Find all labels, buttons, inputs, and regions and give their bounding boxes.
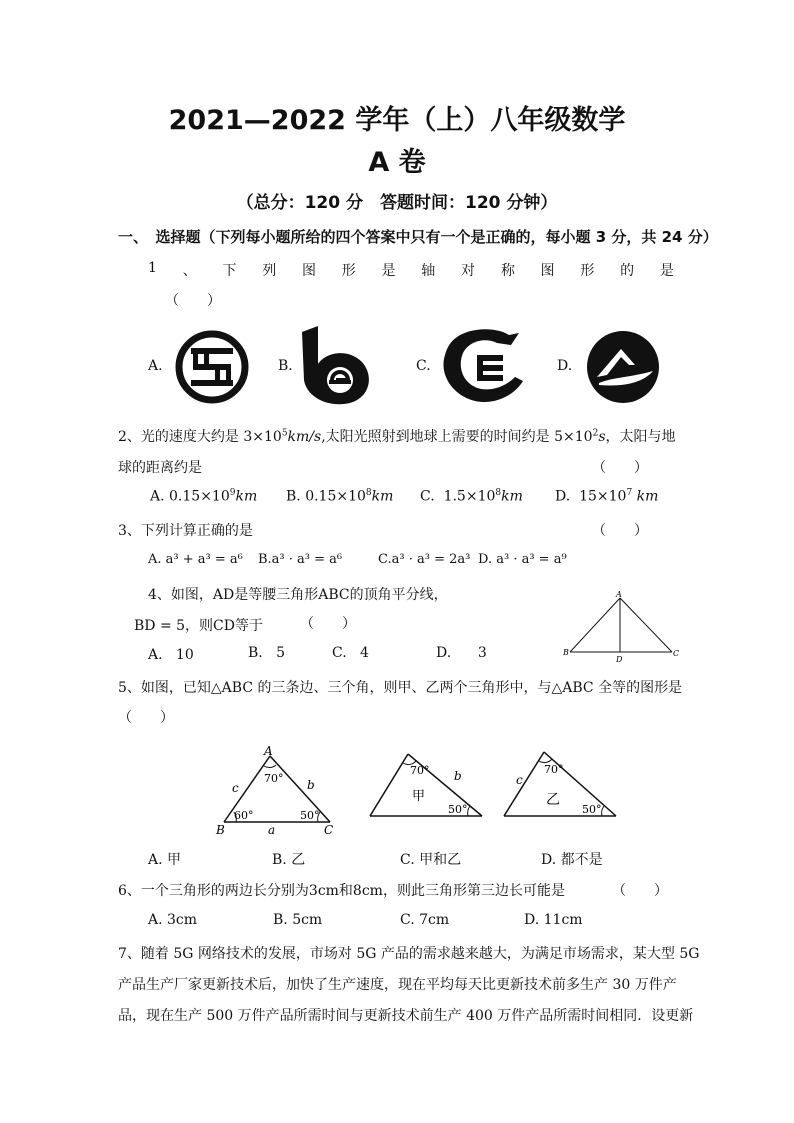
q5-option-b: B. 乙 xyxy=(272,852,306,868)
q4-option-a xyxy=(148,647,194,663)
q6-stem: 6、一个三角形的两边长分别为3cm和8cm，则此三角形第三边长可能是 xyxy=(118,883,565,899)
option-base: 15×10 xyxy=(579,488,627,505)
option-label: B. xyxy=(248,645,263,661)
q5-stem-line2: （ ） xyxy=(118,710,174,726)
label-side-a: a xyxy=(268,823,276,837)
q1-char: 的 xyxy=(620,263,635,279)
option-unit: km xyxy=(371,488,394,505)
q2-answer-paren: （ ） xyxy=(592,460,648,476)
option-label: C. xyxy=(420,488,435,505)
triangle-abc-figure xyxy=(212,744,342,838)
option-label: C. xyxy=(332,645,347,661)
label-c-vertex: C xyxy=(324,823,334,837)
triangle-yi-figure xyxy=(500,744,624,824)
q2-exp1: 5 xyxy=(281,428,288,439)
q5-option-a: A. 甲 xyxy=(148,852,182,868)
q4-stem-line2: BD = 5，则CD等于 xyxy=(134,618,263,634)
q1-char: 下 xyxy=(222,263,237,279)
triangle-name-yi: 乙 xyxy=(546,792,560,808)
angle-b-label: 60° xyxy=(234,809,254,822)
q3-answer-paren: （ ） xyxy=(592,523,648,539)
q6-option-d: D. 11cm xyxy=(524,912,583,928)
option-base: 0.15×10 xyxy=(169,488,230,505)
q1-char: 形 xyxy=(580,263,595,279)
q6-option-a: A. 3cm xyxy=(148,912,198,928)
page-title: 2021—2022 学年（上）八年级数学 xyxy=(168,105,626,136)
q1-stem xyxy=(148,260,674,280)
label-side-c: c xyxy=(516,773,523,787)
q1-option-b-label: B. xyxy=(278,358,293,374)
label-a-vertex: A xyxy=(264,744,273,758)
q1-char: 、 xyxy=(182,263,197,279)
logo-c-icon xyxy=(437,325,527,405)
q2-option-c xyxy=(420,488,523,505)
q4-stem-line1: 4、如图，AD是等腰三角形ABC的顶角平分线， xyxy=(148,587,448,603)
q1-option-c-label: C. xyxy=(416,358,431,374)
q4-option-b xyxy=(248,645,285,661)
angle-right-label: 50° xyxy=(448,803,468,816)
q7-stem-line3: 品，现在生产 500 万件产品所需时间与更新技术前生产 400 万件产品所需时间相同．设更新 xyxy=(118,1008,694,1024)
section-title: 一、 选择题（下列每小题所给的四个答案中只有一个是正确的，每小题 3 分，共 24 分） xyxy=(118,228,718,246)
label-side-b: b xyxy=(454,769,462,783)
option-unit: km xyxy=(501,488,523,505)
option-value: 4 xyxy=(360,645,369,661)
q1-char: 列 xyxy=(262,263,277,279)
q1-char: 是 xyxy=(381,263,396,279)
q3-option-b: B.a³ · a³ = a⁶ xyxy=(258,552,343,567)
q2-option-a xyxy=(150,488,257,505)
q7-stem-line1: 7、随着 5G 网络技术的发展，市场对 5G 产品的需求越来越大，为满足市场需求，某大型 5G xyxy=(118,946,700,962)
q3-option-a: A. a³ + a³ = a⁶ xyxy=(148,552,243,567)
q1-answer-paren: （ ） xyxy=(165,293,221,309)
q2-option-d xyxy=(555,488,658,505)
label-side-c: c xyxy=(232,781,239,795)
q1-char: 形 xyxy=(341,263,356,279)
triangle-jia-figure xyxy=(366,744,488,824)
vertex-label-d: D xyxy=(616,655,623,664)
score-info: （总分：120 分 答题时间：120 分钟） xyxy=(236,193,558,213)
option-value: 10 xyxy=(175,647,194,663)
q6-answer-paren: （ ） xyxy=(612,883,668,899)
option-base: 1.5×10 xyxy=(443,488,496,505)
q2-exp2: 2 xyxy=(592,428,599,439)
q2-text-b: ,太阳光照射到地球上需要的时间约是 5×10 xyxy=(321,429,593,445)
q2-text-a: 2、光的速度大约是 3×10 xyxy=(118,429,282,445)
q2-text-c: ，太阳与地 xyxy=(605,429,676,445)
option-exp: 7 xyxy=(626,488,633,498)
q2-unit2: s xyxy=(598,429,606,445)
option-value: 5 xyxy=(276,645,286,661)
logo-b-icon xyxy=(296,324,376,406)
q2-unit1: km/s xyxy=(287,429,322,445)
q6-option-b: B. 5cm xyxy=(273,912,323,928)
vertex-label-a: A xyxy=(616,590,622,599)
q2-stem-line2: 球的距离约是 xyxy=(118,460,202,476)
q1-char: 图 xyxy=(540,263,555,279)
option-unit: km xyxy=(235,488,258,505)
q5-option-d: D. 都不是 xyxy=(541,852,603,868)
q1-char: 称 xyxy=(500,263,515,279)
option-value: 3 xyxy=(477,645,487,661)
label-b-vertex: B xyxy=(216,823,225,837)
angle-right-label: 50° xyxy=(582,803,602,816)
q4-answer-paren: （ ） xyxy=(300,616,356,632)
q4-triangle-figure xyxy=(560,588,686,664)
q3-option-c: C.a³ · a³ = 2a³ xyxy=(378,552,471,567)
q1-char: 是 xyxy=(659,263,674,279)
q1-option-a-label: A. xyxy=(148,358,163,374)
q3-option-d: D. a³ · a³ = a⁹ xyxy=(478,552,567,567)
option-label: A. xyxy=(148,647,163,663)
q1-option-d-label: D. xyxy=(557,358,573,374)
option-label: D. xyxy=(436,645,452,661)
page-subtitle: A 卷 xyxy=(368,147,426,178)
vertex-label-b: B xyxy=(563,648,569,657)
q4-option-d xyxy=(436,645,487,661)
option-label: A. xyxy=(150,488,165,505)
option-unit: km xyxy=(636,488,659,505)
logo-a-icon xyxy=(173,328,251,406)
q5-option-c: C. 甲和乙 xyxy=(400,852,462,868)
triangle-name-jia: 甲 xyxy=(412,789,426,804)
q1-char: 轴 xyxy=(421,263,436,279)
option-base: 0.15×10 xyxy=(305,488,366,505)
q1-char: 图 xyxy=(301,263,316,279)
option-exp: 8 xyxy=(365,488,372,498)
q5-stem-line1: 5、如图，已知△ABC 的三条边、三个角，则甲、乙两个三角形中，与△ABC 全等的图形是 xyxy=(118,680,683,696)
q4-option-c xyxy=(332,645,369,661)
option-exp: 8 xyxy=(495,488,502,498)
q2-option-b xyxy=(286,488,393,505)
q3-stem: 3、下列计算正确的是 xyxy=(118,523,253,539)
vertex-label-c: C xyxy=(673,649,680,658)
q1-char: 1 xyxy=(148,260,157,276)
option-label: D. xyxy=(555,488,571,505)
option-exp: 9 xyxy=(229,488,236,498)
label-side-b: b xyxy=(307,778,315,792)
q6-option-c: C. 7cm xyxy=(400,912,450,928)
logo-d-icon xyxy=(583,327,663,407)
q1-char: 对 xyxy=(461,263,476,279)
angle-top-label: 70° xyxy=(544,763,564,776)
q7-stem-line2: 产品生产厂家更新技术后，加快了生产速度，现在平均每天比更新技术前多生产 30 万件产 xyxy=(118,977,677,993)
option-label: B. xyxy=(286,488,301,505)
angle-top-label: 70° xyxy=(410,764,430,777)
angle-a-label: 70° xyxy=(264,772,284,785)
angle-c-label: 50° xyxy=(300,809,320,822)
q2-stem-line1 xyxy=(118,426,676,446)
